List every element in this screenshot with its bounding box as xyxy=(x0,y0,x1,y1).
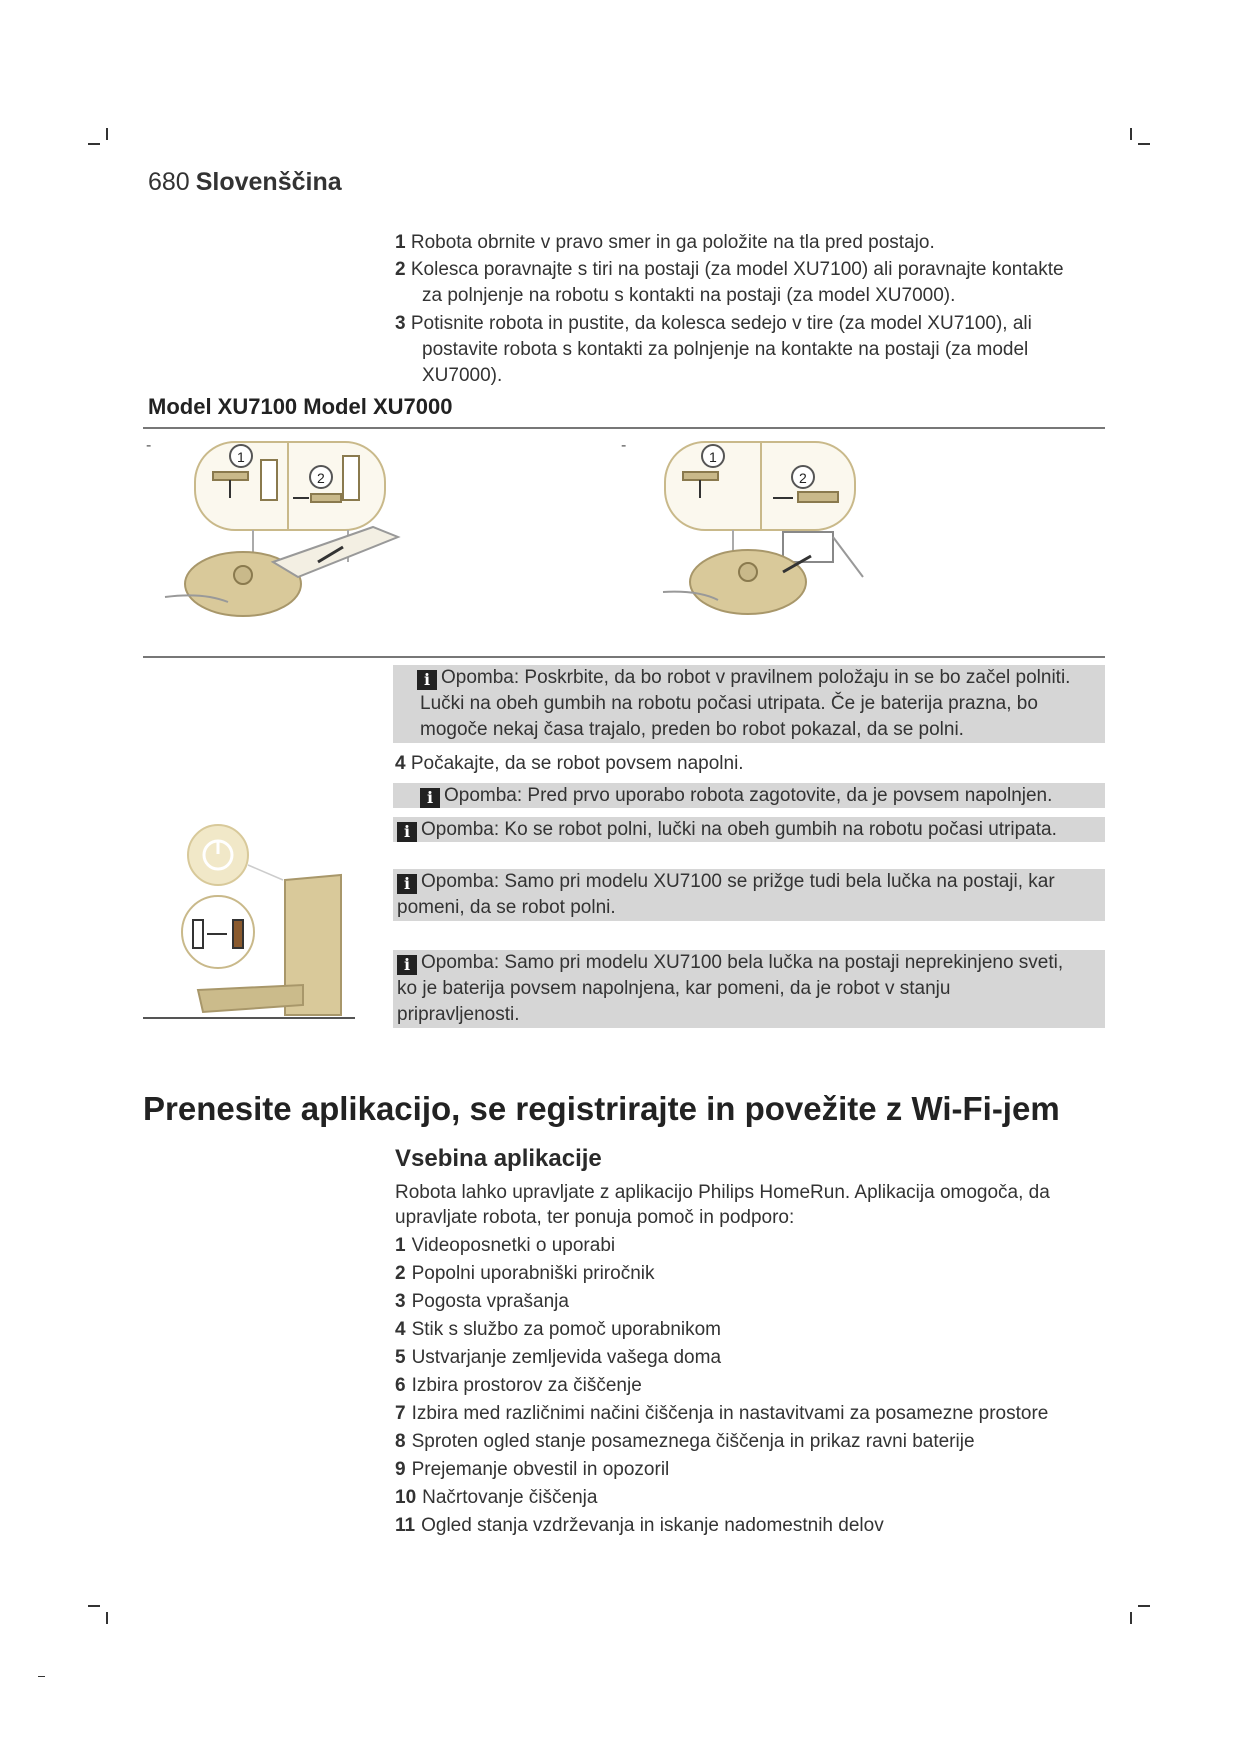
crop-mark-br-v xyxy=(1130,1612,1132,1624)
step-4 xyxy=(395,751,1115,777)
note-station-light: i Opomba: Samo pri modelu XU7100 se prižge tudi bela lučka na postaji, kar pomeni, da se robot polni. xyxy=(393,869,1105,921)
list-item: 2 Popolni uporabniški priročnik xyxy=(395,1263,655,1284)
crop-mark-tl-v xyxy=(106,128,108,140)
figure-dash-left: - xyxy=(146,437,152,454)
step-label-a-left: 1 xyxy=(237,449,245,465)
page-language: Slovenščina xyxy=(195,168,342,196)
section-intro: Robota lahko upravljate z aplikacijo Philips HomeRun. Aplikacija omogoča, da upravljate robota, ter ponuja pomoč in podporo: xyxy=(395,1182,1050,1228)
figure-top-rule xyxy=(143,427,1105,429)
page-number: 680 xyxy=(148,168,190,196)
step-text: Robota obrnite v pravo smer in ga položite na tla pred postajo. xyxy=(410,232,935,253)
charging-illustration xyxy=(143,820,355,1020)
crop-mark-tr-h xyxy=(1138,143,1150,145)
list-item: 10 Načrtovanje čiščenja xyxy=(395,1487,598,1508)
list-item: 6 Izbira prostorov za čiščenje xyxy=(395,1375,642,1396)
info-icon: i xyxy=(397,822,417,842)
model-xu7100-figure xyxy=(165,442,398,616)
list-item: 4 Stik s službo za pomoč uporabnikom xyxy=(395,1319,722,1340)
list-item: 8 Sproten ogled stanje posameznega čiščenja in prikaz ravni baterije xyxy=(395,1431,975,1452)
info-icon: i xyxy=(417,670,437,690)
models-label: Model XU7100 Model XU7000 xyxy=(148,394,453,419)
section-subtitle: Vsebina aplikacije xyxy=(395,1145,602,1172)
note-blinking: i Opomba: Ko se robot polni, lučki na obeh gumbih na robotu počasi utripata. xyxy=(393,817,1105,842)
list-item: 11 Ogled stanja vzdrževanja in iskanje nadomestnih delov xyxy=(395,1515,884,1536)
page-header xyxy=(148,168,342,197)
note-full-battery: i Opomba: Samo pri modelu XU7100 bela lučka na postaji neprekinjeno sveti, ko je baterija povsem napolnjena, kar pomeni, da je robot v stanju pripravljenosti. xyxy=(393,950,1105,1028)
step-text: Potisnite robota in pustite, da kolesca sedejo v tire (za model XU7100), ali xyxy=(410,313,1032,334)
step-text-cont: za polnjenje na robotu s kontakti na postaji (za model XU7000). xyxy=(422,285,956,306)
step-number: 4 xyxy=(395,753,406,774)
step-text: Počakajte, da se robot povsem napolni. xyxy=(410,753,744,774)
step-1 xyxy=(395,230,1115,256)
step-2 xyxy=(395,257,1115,309)
note-text-cont: pomeni, da se robot polni. xyxy=(397,897,616,918)
list-item: 5 Ustvarjanje zemljevida vašega doma xyxy=(395,1347,722,1368)
note-first-use: i Opomba: Pred prvo uporabo robota zagotovite, da je povsem napolnjen. xyxy=(393,783,1105,808)
step-number: 1 xyxy=(395,232,406,253)
list-item: 3 Pogosta vprašanja xyxy=(395,1291,569,1312)
docking-illustration xyxy=(143,432,1105,654)
info-icon: i xyxy=(420,788,440,808)
list-item: 9 Prejemanje obvestil in opozoril xyxy=(395,1459,670,1480)
step-text-cont: postavite robota s kontakti za polnjenje na kontakte na postaji (za model xyxy=(422,339,1029,360)
model-xu7000-figure xyxy=(663,442,863,614)
crop-mark-br-h xyxy=(1138,1605,1150,1607)
crop-mark-bl-h xyxy=(88,1605,100,1607)
step-number: 2 xyxy=(395,259,406,280)
step-number: 3 xyxy=(395,313,406,334)
crop-mark-bl-v xyxy=(106,1612,108,1624)
note-positioning xyxy=(393,665,1105,743)
note-first-line: i Opomba: Poskrbite, da bo robot v pravilnem položaju in se bo začel polniti. xyxy=(417,667,1070,688)
list-item: 1 Videoposnetki o uporabi xyxy=(395,1235,616,1256)
note-text-cont-2: mogoče nekaj časa trajalo, preden bo robot pokazal, da se polni. xyxy=(420,719,964,740)
section-title: Prenesite aplikacijo, se registrirajte in povežite z Wi-Fi-jem xyxy=(143,1090,1060,1127)
figure-dash-right: - xyxy=(621,437,627,454)
step-label-b-right: 2 xyxy=(799,470,807,486)
crop-mark-tl-h xyxy=(88,143,100,145)
note-text-cont-2: pripravljenosti. xyxy=(397,1004,520,1025)
info-icon: i xyxy=(397,874,417,894)
step-3 xyxy=(395,311,1115,389)
app-features-list xyxy=(395,1232,1048,1540)
step-label-a-right: 1 xyxy=(709,449,717,465)
note-text-cont: ko je baterija povsem napolnjena, kar pomeni, da je robot v stanju xyxy=(397,978,951,999)
list-item: 7 Izbira med različnimi načini čiščenja in nastavitvami za posamezne prostore xyxy=(395,1403,1049,1424)
step-label-b-left: 2 xyxy=(317,470,325,486)
figure-bottom-rule xyxy=(143,656,1105,658)
note-text-cont: Lučki na obeh gumbih na robotu počasi utripata. Če je baterija prazna, bo xyxy=(420,693,1038,714)
crop-mark-tr-v xyxy=(1130,128,1132,140)
crop-mark-bottom xyxy=(38,1676,45,1677)
step-text-cont-2: XU7000). xyxy=(422,365,503,386)
info-icon: i xyxy=(397,955,417,975)
step-text: Kolesca poravnajte s tiri na postaji (za model XU7100) ali poravnajte kontakte xyxy=(410,259,1064,280)
